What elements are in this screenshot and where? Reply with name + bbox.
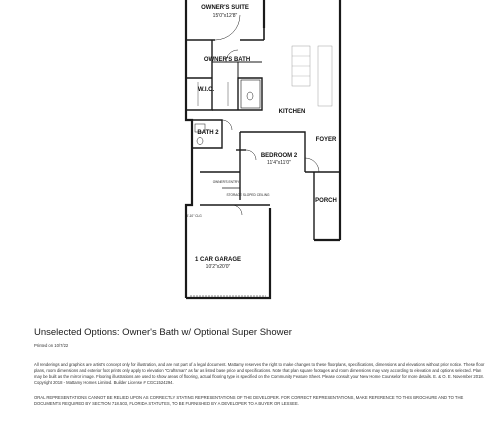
door-swing	[305, 158, 319, 172]
storage-label: STORAGE SLOPED CEILING	[226, 193, 270, 197]
bath2-label: BATH 2	[197, 130, 219, 136]
bedroom2-dim: 11'4"x11'0"	[267, 160, 291, 166]
interior-wall	[200, 172, 270, 205]
kitchen-counter	[318, 46, 332, 106]
owners-bath-label: OWNER'S BATH	[203, 57, 251, 63]
owners-suite-dim: 15'0"x12'8"	[212, 13, 238, 19]
exterior-wall	[186, 0, 192, 298]
garage-dim: 10'2"x20'0"	[205, 264, 231, 270]
porch-label: PORCH	[315, 198, 337, 204]
legal-notice: ORAL REPRESENTATIONS CANNOT BE RELIED UPON AS CORRECTLY STATING REPRESENTATIONS OF THE DEVELOPER. FOR CORRECT REPRESENTATIONS, MAKE REFERENCE TO THIS BROCHURE AND TO THE DOCUMENTS REQUIRED BY SECTION 718.503, FLORIDA STATUTES, TO BE FURNISHED BY A DEVELOPER TO A BUYER OR LESSEE.	[34, 395, 464, 406]
toilet	[247, 92, 253, 100]
toilet	[197, 138, 203, 145]
printed-date: Printed on 10/7/22	[34, 343, 69, 348]
bathtub	[241, 80, 260, 108]
bedroom2-label: BEDROOM 2	[260, 153, 298, 159]
garage-label: 1 CAR GARAGE	[194, 257, 242, 263]
ceiling-note: 3'-10" CLG	[186, 214, 202, 218]
interior-wall	[186, 40, 212, 110]
owners-entry-label: OWNER'S ENTRY	[212, 180, 240, 184]
interior-wall	[212, 78, 262, 110]
owners-suite-label: OWNER'S SUITE	[201, 5, 249, 11]
interior-wall	[212, 62, 262, 78]
interior-wall	[240, 132, 305, 200]
foyer-label: FOYER	[315, 137, 337, 143]
door-swing	[246, 150, 256, 160]
kitchen-label: KITCHEN	[278, 109, 306, 115]
exterior-wall	[186, 208, 270, 298]
disclaimer-paragraph: All renderings and graphics are artist's concept only for illustration, and are not part of a legal document. Mattamy reserves the right to make changes to these floorplans, specifications, dimensions and elevations without prior notice. These floor plans, room dimensions and exterior foot prints only apply to elevation "Craftsman" as far as listed base price and specifications. Note that plan square footages and room dimensions may vary according to elevation and options selected. Plan may be built as the mirror image. Flooring illustrations are used to show areas of flooring, actual flooring type is specified on the Community Feature Sheet. Please consult your New Home Counselor for more details. E. & O. E. November 2018. Copyright 2018 - Mattamy Homes Limited. Builder License # CGC1524294.	[34, 362, 485, 385]
plan-title: Unselected Options: Owner's Bath w/ Optional Super Shower	[34, 327, 292, 338]
interior-wall	[305, 172, 340, 240]
wic-label: W.I.C.	[197, 87, 215, 93]
door-swing	[222, 120, 232, 130]
door-swing	[232, 205, 242, 215]
